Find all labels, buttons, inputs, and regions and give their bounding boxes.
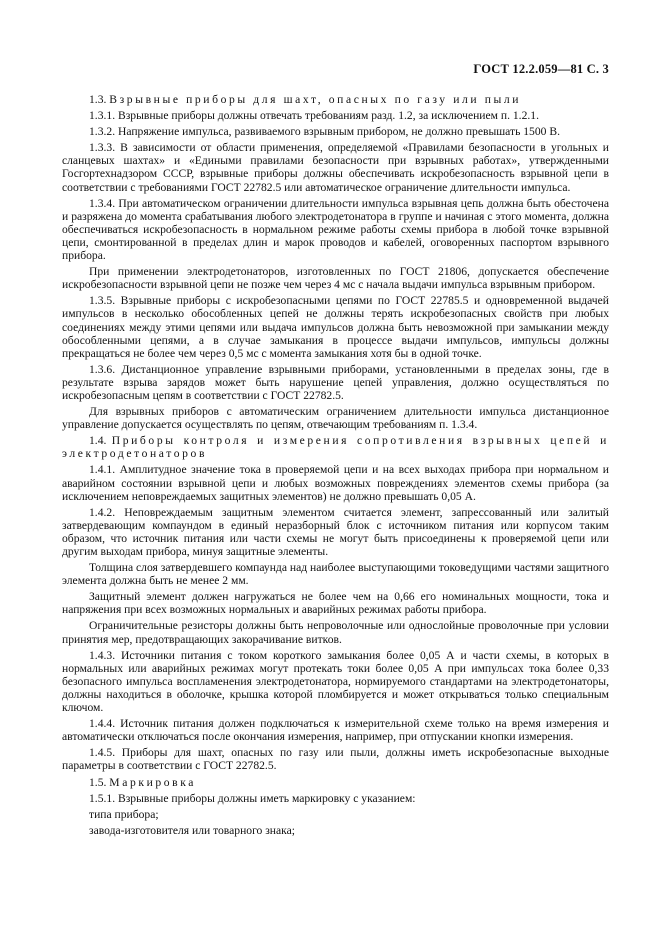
section-title: Взрывные приборы для шахт, опасных по газу или пыли xyxy=(109,93,522,106)
paragraph-1-3-2: 1.3.2. Напряжение импульса, развиваемого взрывным прибором, не должно превышать 1500 В. xyxy=(89,125,560,139)
paragraph-1-3-5: 1.3.5. Взрывные приборы с искробезопасными цепями по ГОСТ 22785.5 и одновременной выдачей импульсов в несколько обособленных цепей не должны терять искробезопасных свойств при любых соединениях между этими цепями или выдача импульсов должна быть невозможной при замыкании между обособленными цепями, а в случае замыкания в процессе выдачи импульсов, импульсы должны прекращаться не более чем через 0,5 мс с момента замыкания хотя бы в одной точке. xyxy=(62,294,609,360)
paragraph-1-4-1: 1.4.1. Амплитудное значение тока в проверяемой цепи и на всех выходах прибора при нормальном и аварийном состоянии взрывной цепи и любых возможных повреждениях элементов схемы прибора (за исключением неповреждаемых защитных элементов) не должно превышать 0,05 А. xyxy=(62,463,609,503)
paragraph-1-4-3: 1.4.3. Источники питания с током короткого замыкания более 0,05 А и части схемы, в которых в нормальных или аварийных режимах могут протекать токи более 0,05 А при импульсах тока более 0,33 безопасного импульса воспламенения электродетонатора, нормируемого стандартами на электродетонаторы, должны находиться в оболочке, крышка которой пломбируется и может открываться только специальным ключом. xyxy=(62,648,609,715)
paragraph-1-4-2-resistors: Ограничительные резисторы должны быть непроволочные или однослойные проволочные при условии принятия мер, предотвращающих закорачивание витков. xyxy=(62,619,609,646)
section-heading-1-3 xyxy=(62,93,609,106)
paragraph-1-4-2-thickness: Толщина слоя затвердевшего компаунда над наиболее выступающими токоведущими частями защитного элемента должна быть не менее 2 мм. xyxy=(62,561,610,588)
section-title: Маркировка xyxy=(109,775,197,789)
section-heading-1-4 xyxy=(62,434,609,460)
paragraph-1-5-1: 1.5.1. Взрывные приборы должны иметь маркировку с указанием: xyxy=(89,791,416,805)
section-title: Приборы контроля и измерения сопротивления взрывных цепей и электродетонаторов xyxy=(62,434,609,461)
paragraph-1-3-6: 1.3.6. Дистанционное управление взрывными приборами, установленными в пределах зоны, где в результате взрыва зарядов может быть нарушение цепей управления, должно осуществляться по искробезопасным цепям в соответствии с ГОСТ 22782.5. xyxy=(62,362,609,402)
paragraph-1-4-5: 1.4.5. Приборы для шахт, опасных по газу или пыли, должны иметь искробезопасные выходные параметры в соответствии с ГОСТ 22782.5. xyxy=(62,746,609,773)
paragraph-1-4-2: 1.4.2. Неповреждаемым защитным элементом считается элемент, запрессованный или залитый затвердевающим компаундом в единый неразборный блок с источником питания или корпусом таким образом, что источник питания или части схемы не могут быть присоединены к проверяемой цепи или другим выходам прибора, минуя защитные элементы. xyxy=(62,505,609,558)
section-number: 1.5. xyxy=(89,775,107,789)
paragraph-1-4-2-load: Защитный элемент должен нагружаться не более чем на 0,66 его номинальных мощности, тока и напряжения при всех возможных нормальных и аварийных режимах работы прибора. xyxy=(62,590,609,617)
document-body xyxy=(62,93,609,840)
paragraph-1-3-6-continued: Для взрывных приборов с автоматическим ограничением длительности импульса дистанционное управление допускается осуществлять по цепям, отвечающим требованиям п. 1.3.4. xyxy=(62,405,609,432)
page-header: ГОСТ 12.2.059—81 С. 3 xyxy=(473,62,609,76)
paragraph-1-3-4: 1.3.4. При автоматическом ограничении длительности импульса взрывная цепь должна быть обесточена и разряжена до момента срабатывания любого электродетонатора в группе и начиная с этого момента, должна обеспечиваться искробезопасность в нормальном режиме работы схемы прибора в любой точке взрывной цепи, смонтированной в пределах длин и марок проводов и кабелей, оговоренных паспортом взрывного прибора. xyxy=(62,196,609,263)
paragraph-1-3-3: 1.3.3. В зависимости от области применения, определяемой «Правилами безопасности в угольных и сланцевых шахтах» и «Едиными правилами безопасности при взрывных работах», утвержденными Госгортехнадзором СССР, взрывные приборы должны обеспечивать искробезопасность взрывной цепи в соответствии с требованиями ГОСТ 22782.5 или автоматическое ограничение длительности импульса. xyxy=(62,141,609,194)
paragraph-1-4-4: 1.4.4. Источник питания должен подключаться к измерительной схеме только на время измерения и автоматически отключаться после окончания измерения, например, при отпускании кнопки измерения. xyxy=(62,717,609,744)
section-number: 1.4. xyxy=(89,434,107,448)
list-item: типа прибора; xyxy=(89,807,159,821)
list-item: завода-изготовителя или товарного знака; xyxy=(89,823,295,837)
paragraph-1-3-4-continued: При применении электродетонаторов, изготовленных по ГОСТ 21806, допускается обеспечение искробезопасности взрывной цепи не позже чем через 4 мс с начала выдачи импульса взрывным прибором. xyxy=(62,265,609,292)
section-number: 1.3. xyxy=(89,93,107,106)
section-heading-1-5 xyxy=(62,776,609,789)
paragraph-1-3-1: 1.3.1. Взрывные приборы должны отвечать требованиям разд. 1.2, за исключением п. 1.2.1. xyxy=(89,109,539,123)
